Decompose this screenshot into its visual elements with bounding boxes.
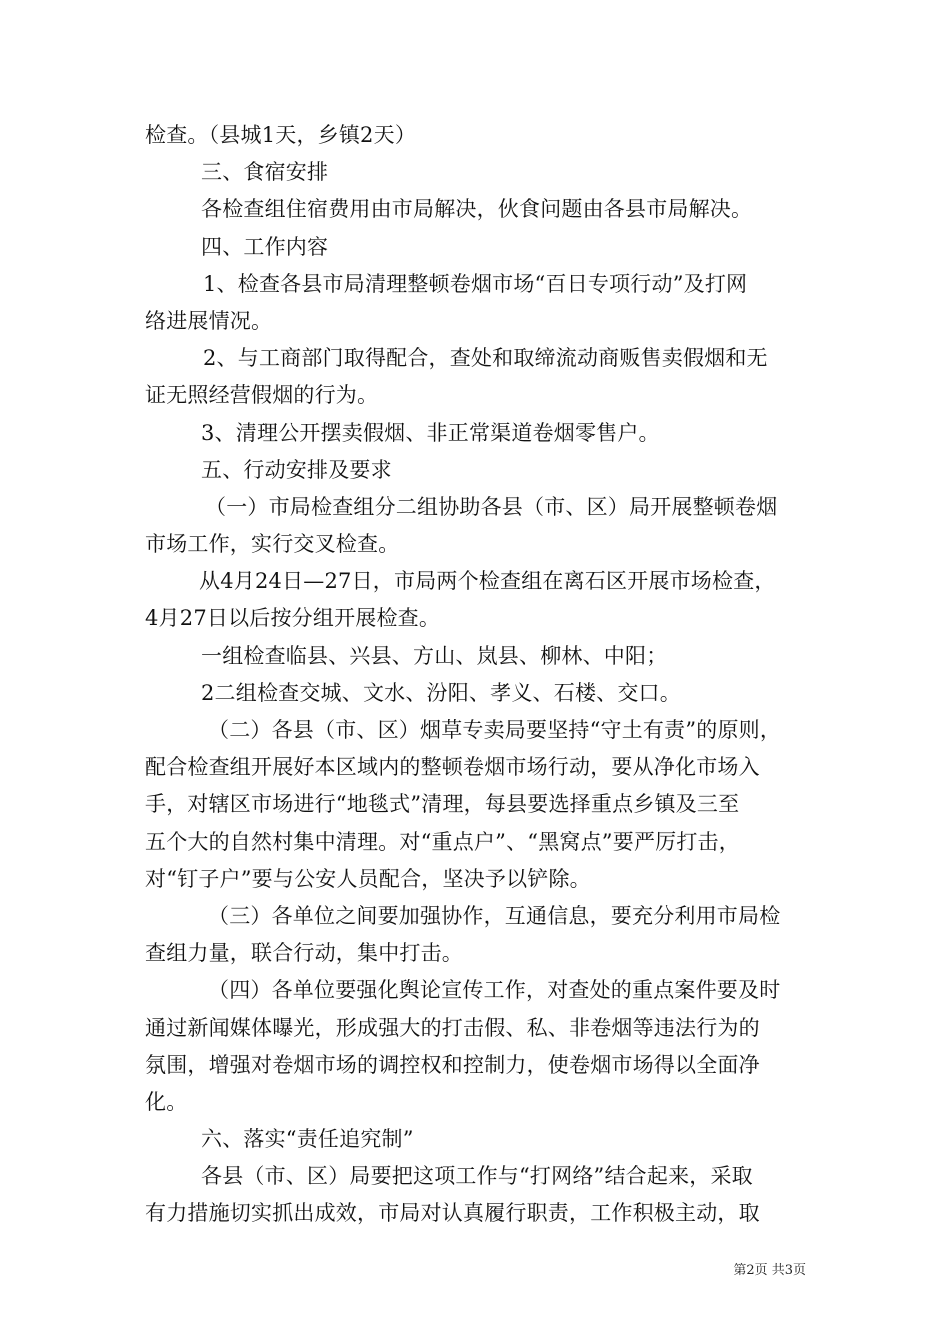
text-line: 4月27日以后按分组开展检查。 (145, 606, 441, 631)
text-line: 对“钉子户”要与公安人员配合，坚决予以铲除。 (145, 866, 591, 891)
section-heading-accountability: 六、落实“责任追究制” (201, 1127, 414, 1152)
text-line: （三）各单位之间要加强协作，互通信息，要充分利用市局检 (208, 903, 781, 928)
text-line: 化。 (145, 1089, 188, 1114)
section-heading-food-lodging: 三、食宿安排 (201, 160, 329, 185)
text-line: 2二组检查交城、文水、汾阳、孝义、石楼、交口。 (201, 680, 681, 705)
text-line: 通过新闻媒体曝光，形成强大的打击假、私、非卷烟等违法行为的 (145, 1015, 760, 1040)
text-line: 2、与工商部门取得配合，查处和取缔流动商贩售卖假烟和无 (203, 346, 768, 371)
page-number-footer: 第2页 共3页 (733, 1263, 806, 1278)
text-line: 五个大的自然村集中清理。对“重点户”、“黑窝点”要严厉打击， (145, 829, 740, 854)
text-line: 氛围，增强对卷烟市场的调控权和控制力，使卷烟市场得以全面净 (145, 1052, 760, 1077)
text-line: 查组力量，联合行动，集中打击。 (145, 941, 463, 966)
text-line: 手，对辖区市场进行“地毯式”清理，每县要选择重点乡镇及三至 (145, 792, 740, 817)
document-body (145, 117, 813, 1233)
text-line: 各检查组住宿费用由市局解决，伙食问题由各县市局解决。 (201, 197, 753, 222)
text-line: 有力措施切实抓出成效，市局对认真履行职责，工作积极主动，取 (145, 1201, 760, 1226)
text-line: 配合检查组开展好本区域内的整顿卷烟市场行动，要从净化市场入 (145, 755, 760, 780)
text-line: 从4月24日—27日，市局两个检查组在离石区开展市场检查， (199, 569, 776, 594)
text-line: （一）市局检查组分二组协助各县（市、区）局开展整顿卷烟 (205, 494, 778, 519)
section-heading-action-plan: 五、行动安排及要求 (201, 457, 392, 482)
text-line: （四）各单位要强化舆论宣传工作，对查处的重点案件要及时 (208, 978, 781, 1003)
text-line: 3、清理公开摆卖假烟、非正常渠道卷烟零售户。 (201, 420, 660, 445)
text-line: 检查。（县城1天，乡镇2天） (145, 123, 417, 147)
text-line: 一组检查临县、兴县、方山、岚县、柳林、中阳； (201, 643, 668, 668)
text-line: 市场工作，实行交叉检查。 (145, 532, 400, 557)
text-line: 各县（市、区）局要把这项工作与“打网络”结合起来，采取 (201, 1164, 753, 1189)
text-line: 证无照经营假烟的行为。 (145, 383, 379, 408)
text-line: （二）各县（市、区）烟草专卖局要坚持“守土有责”的原则， (208, 718, 782, 742)
text-line: 1、检查各县市局清理整顿卷烟市场“百日专项行动”及打网 (203, 271, 748, 296)
text-line: 络进展情况。 (145, 308, 273, 333)
section-heading-work-content: 四、工作内容 (201, 234, 329, 259)
